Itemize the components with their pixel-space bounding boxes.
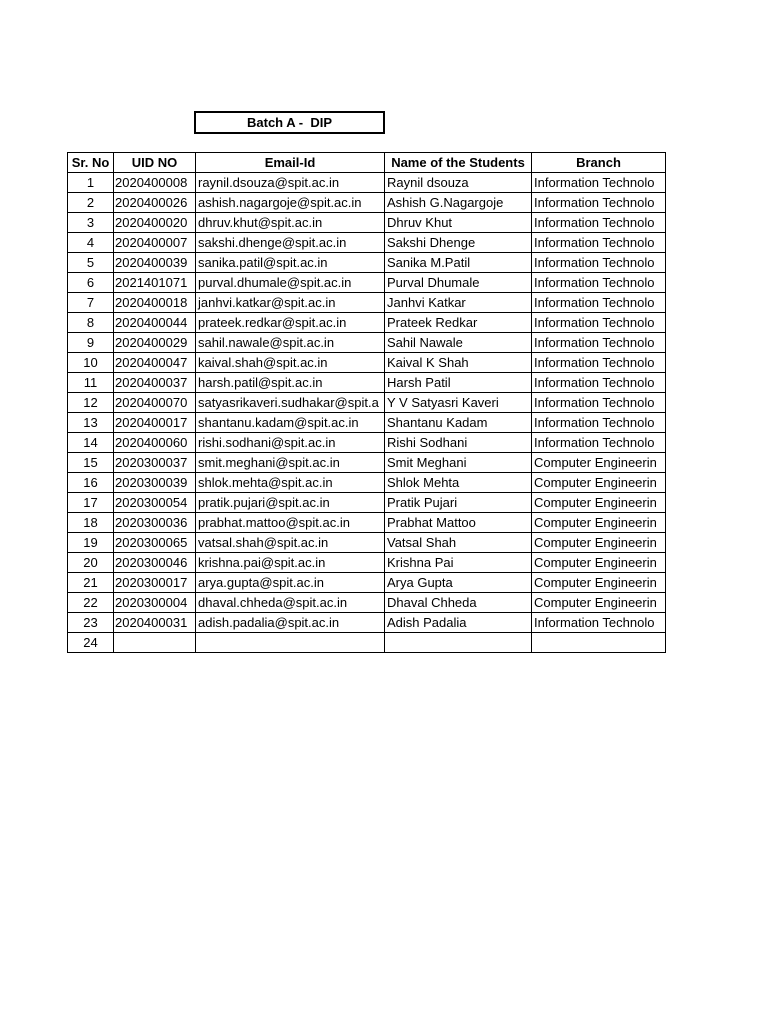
table-row bbox=[68, 633, 666, 653]
branch-cell: Information Technolo bbox=[532, 353, 666, 373]
email-cell: prabhat.mattoo@spit.ac.in bbox=[196, 513, 385, 533]
sr-no-cell: 17 bbox=[68, 493, 114, 513]
student-name-cell: Purval Dhumale bbox=[385, 273, 532, 293]
table-row bbox=[68, 573, 666, 593]
branch-cell: Information Technolo bbox=[532, 293, 666, 313]
branch-cell: Information Technolo bbox=[532, 393, 666, 413]
table-row bbox=[68, 233, 666, 253]
email-cell: kaival.shah@spit.ac.in bbox=[196, 353, 385, 373]
email-cell: rishi.sodhani@spit.ac.in bbox=[196, 433, 385, 453]
table-row bbox=[68, 613, 666, 633]
branch-cell bbox=[532, 633, 666, 653]
table-row bbox=[68, 433, 666, 453]
sr-no-cell: 22 bbox=[68, 593, 114, 613]
email-cell: janhvi.katkar@spit.ac.in bbox=[196, 293, 385, 313]
uid-cell: 2020400017 bbox=[114, 413, 196, 433]
branch-cell: Information Technolo bbox=[532, 373, 666, 393]
student-name-cell: Janhvi Katkar bbox=[385, 293, 532, 313]
student-name-cell: Smit Meghani bbox=[385, 453, 532, 473]
branch-cell: Computer Engineerin bbox=[532, 593, 666, 613]
uid-cell: 2020400070 bbox=[114, 393, 196, 413]
email-cell: smit.meghani@spit.ac.in bbox=[196, 453, 385, 473]
sr-no-cell: 6 bbox=[68, 273, 114, 293]
sr-no-cell: 12 bbox=[68, 393, 114, 413]
sr-no-cell: 16 bbox=[68, 473, 114, 493]
header-student-name: Name of the Students bbox=[385, 153, 532, 173]
branch-cell: Information Technolo bbox=[532, 333, 666, 353]
uid-cell: 2020300046 bbox=[114, 553, 196, 573]
branch-cell: Information Technolo bbox=[532, 193, 666, 213]
sr-no-cell: 4 bbox=[68, 233, 114, 253]
table-row bbox=[68, 553, 666, 573]
table-row bbox=[68, 273, 666, 293]
branch-cell: Computer Engineerin bbox=[532, 553, 666, 573]
email-cell: sanika.patil@spit.ac.in bbox=[196, 253, 385, 273]
sr-no-cell: 15 bbox=[68, 453, 114, 473]
uid-cell: 2020300037 bbox=[114, 453, 196, 473]
email-cell: shlok.mehta@spit.ac.in bbox=[196, 473, 385, 493]
email-cell: harsh.patil@spit.ac.in bbox=[196, 373, 385, 393]
sr-no-cell: 21 bbox=[68, 573, 114, 593]
email-cell: krishna.pai@spit.ac.in bbox=[196, 553, 385, 573]
student-name-cell: Sakshi Dhenge bbox=[385, 233, 532, 253]
sr-no-cell: 3 bbox=[68, 213, 114, 233]
uid-cell: 2020400044 bbox=[114, 313, 196, 333]
branch-cell: Information Technolo bbox=[532, 173, 666, 193]
header-branch: Branch bbox=[532, 153, 666, 173]
roster-body bbox=[68, 173, 666, 653]
student-name-cell: Arya Gupta bbox=[385, 573, 532, 593]
table-row bbox=[68, 193, 666, 213]
email-cell bbox=[196, 633, 385, 653]
email-cell: raynil.dsouza@spit.ac.in bbox=[196, 173, 385, 193]
branch-cell: Computer Engineerin bbox=[532, 493, 666, 513]
sr-no-cell: 13 bbox=[68, 413, 114, 433]
table-row bbox=[68, 533, 666, 553]
student-name-cell: Shlok Mehta bbox=[385, 473, 532, 493]
student-name-cell: Vatsal Shah bbox=[385, 533, 532, 553]
table-row bbox=[68, 333, 666, 353]
table-row bbox=[68, 213, 666, 233]
email-cell: satyasrikaveri.sudhakar@spit.a bbox=[196, 393, 385, 413]
email-cell: prateek.redkar@spit.ac.in bbox=[196, 313, 385, 333]
email-cell: dhruv.khut@spit.ac.in bbox=[196, 213, 385, 233]
student-name-cell: Prabhat Mattoo bbox=[385, 513, 532, 533]
uid-cell: 2020300036 bbox=[114, 513, 196, 533]
student-name-cell: Adish Padalia bbox=[385, 613, 532, 633]
student-name-cell: Y V Satyasri Kaveri bbox=[385, 393, 532, 413]
table-row bbox=[68, 453, 666, 473]
student-name-cell: Dhruv Khut bbox=[385, 213, 532, 233]
email-cell: arya.gupta@spit.ac.in bbox=[196, 573, 385, 593]
student-name-cell: Sanika M.Patil bbox=[385, 253, 532, 273]
branch-cell: Information Technolo bbox=[532, 273, 666, 293]
table-row bbox=[68, 493, 666, 513]
table-row bbox=[68, 353, 666, 373]
uid-cell: 2020400018 bbox=[114, 293, 196, 313]
uid-cell: 2020400031 bbox=[114, 613, 196, 633]
uid-cell: 2020300054 bbox=[114, 493, 196, 513]
branch-cell: Computer Engineerin bbox=[532, 533, 666, 553]
table-row bbox=[68, 513, 666, 533]
email-cell: vatsal.shah@spit.ac.in bbox=[196, 533, 385, 553]
table-row bbox=[68, 413, 666, 433]
branch-cell: Computer Engineerin bbox=[532, 453, 666, 473]
branch-cell: Information Technolo bbox=[532, 413, 666, 433]
uid-cell bbox=[114, 633, 196, 653]
email-cell: adish.padalia@spit.ac.in bbox=[196, 613, 385, 633]
header-row bbox=[68, 153, 666, 173]
student-roster-table bbox=[67, 152, 666, 653]
branch-cell: Information Technolo bbox=[532, 313, 666, 333]
uid-cell: 2020400020 bbox=[114, 213, 196, 233]
sr-no-cell: 1 bbox=[68, 173, 114, 193]
email-cell: dhaval.chheda@spit.ac.in bbox=[196, 593, 385, 613]
sr-no-cell: 14 bbox=[68, 433, 114, 453]
branch-cell: Information Technolo bbox=[532, 613, 666, 633]
sr-no-cell: 18 bbox=[68, 513, 114, 533]
student-name-cell: Pratik Pujari bbox=[385, 493, 532, 513]
sr-no-cell: 11 bbox=[68, 373, 114, 393]
email-cell: pratik.pujari@spit.ac.in bbox=[196, 493, 385, 513]
header-email-id: Email-Id bbox=[196, 153, 385, 173]
sr-no-cell: 5 bbox=[68, 253, 114, 273]
branch-cell: Computer Engineerin bbox=[532, 513, 666, 533]
email-cell: ashish.nagargoje@spit.ac.in bbox=[196, 193, 385, 213]
uid-cell: 2020400008 bbox=[114, 173, 196, 193]
uid-cell: 2020400037 bbox=[114, 373, 196, 393]
sr-no-cell: 8 bbox=[68, 313, 114, 333]
student-name-cell: Shantanu Kadam bbox=[385, 413, 532, 433]
uid-cell: 2020400026 bbox=[114, 193, 196, 213]
table-row bbox=[68, 393, 666, 413]
sr-no-cell: 19 bbox=[68, 533, 114, 553]
uid-cell: 2020300017 bbox=[114, 573, 196, 593]
table-row bbox=[68, 253, 666, 273]
student-name-cell: Rishi Sodhani bbox=[385, 433, 532, 453]
student-name-cell: Ashish G.Nagargoje bbox=[385, 193, 532, 213]
email-cell: purval.dhumale@spit.ac.in bbox=[196, 273, 385, 293]
header-sr-no: Sr. No bbox=[68, 153, 114, 173]
student-name-cell: Prateek Redkar bbox=[385, 313, 532, 333]
branch-cell: Computer Engineerin bbox=[532, 473, 666, 493]
email-cell: sahil.nawale@spit.ac.in bbox=[196, 333, 385, 353]
student-name-cell: Kaival K Shah bbox=[385, 353, 532, 373]
uid-cell: 2020400039 bbox=[114, 253, 196, 273]
branch-cell: Information Technolo bbox=[532, 233, 666, 253]
branch-cell: Computer Engineerin bbox=[532, 573, 666, 593]
sr-no-cell: 10 bbox=[68, 353, 114, 373]
table-row bbox=[68, 173, 666, 193]
email-cell: sakshi.dhenge@spit.ac.in bbox=[196, 233, 385, 253]
uid-cell: 2020400060 bbox=[114, 433, 196, 453]
email-cell: shantanu.kadam@spit.ac.in bbox=[196, 413, 385, 433]
sr-no-cell: 20 bbox=[68, 553, 114, 573]
table-row bbox=[68, 313, 666, 333]
batch-title: Batch A - DIP bbox=[194, 111, 385, 134]
sr-no-cell: 7 bbox=[68, 293, 114, 313]
branch-cell: Information Technolo bbox=[532, 213, 666, 233]
uid-cell: 2020300004 bbox=[114, 593, 196, 613]
student-name-cell: Harsh Patil bbox=[385, 373, 532, 393]
student-name-cell: Sahil Nawale bbox=[385, 333, 532, 353]
sr-no-cell: 9 bbox=[68, 333, 114, 353]
uid-cell: 2020400007 bbox=[114, 233, 196, 253]
branch-cell: Information Technolo bbox=[532, 253, 666, 273]
branch-cell: Information Technolo bbox=[532, 433, 666, 453]
uid-cell: 2020300065 bbox=[114, 533, 196, 553]
table-row bbox=[68, 373, 666, 393]
sr-no-cell: 24 bbox=[68, 633, 114, 653]
uid-cell: 2020400029 bbox=[114, 333, 196, 353]
table-row bbox=[68, 293, 666, 313]
table-row bbox=[68, 473, 666, 493]
uid-cell: 2020400047 bbox=[114, 353, 196, 373]
student-name-cell bbox=[385, 633, 532, 653]
student-name-cell: Raynil dsouza bbox=[385, 173, 532, 193]
sr-no-cell: 23 bbox=[68, 613, 114, 633]
uid-cell: 2021401071 bbox=[114, 273, 196, 293]
student-name-cell: Krishna Pai bbox=[385, 553, 532, 573]
uid-cell: 2020300039 bbox=[114, 473, 196, 493]
sr-no-cell: 2 bbox=[68, 193, 114, 213]
student-name-cell: Dhaval Chheda bbox=[385, 593, 532, 613]
table-row bbox=[68, 593, 666, 613]
header-uid-no: UID NO bbox=[114, 153, 196, 173]
